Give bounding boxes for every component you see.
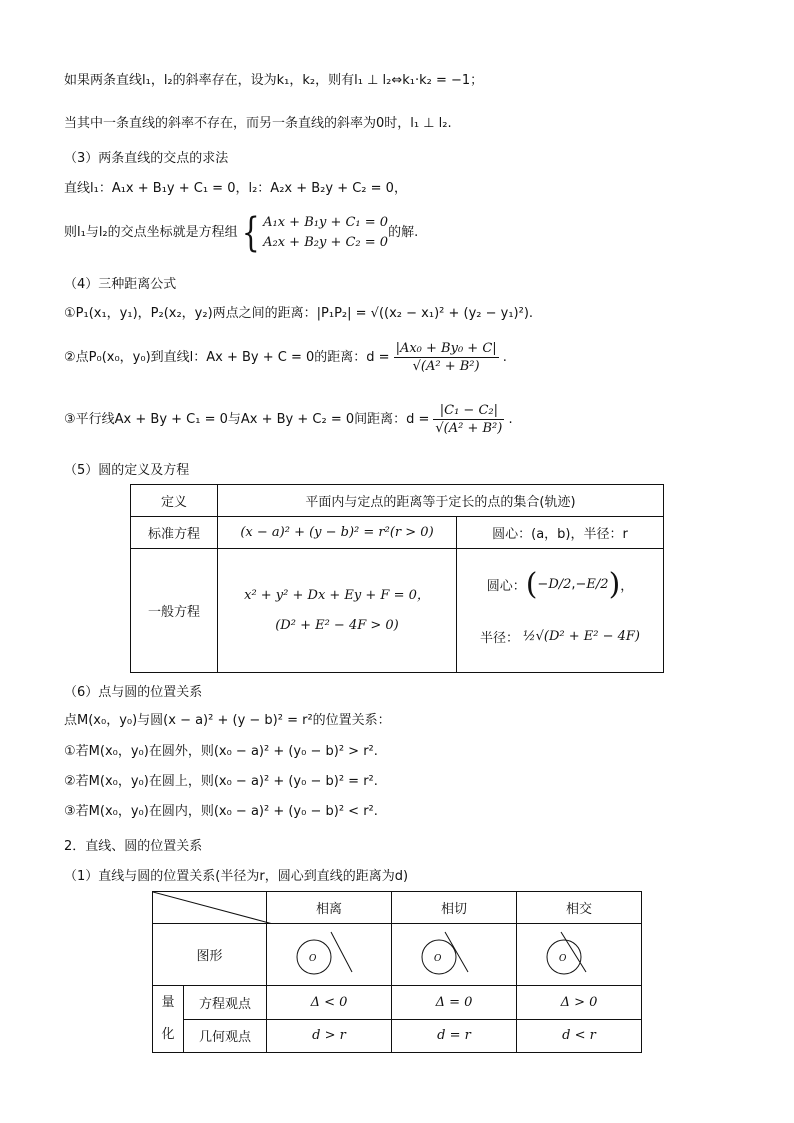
general-radius-value: ½√(D² + E² − 4F) bbox=[523, 629, 640, 644]
general-center-row: 圆心： ( −D/2 , −E/2 ) ， bbox=[486, 567, 634, 602]
row-equation-label: 方程观点 bbox=[184, 986, 267, 1020]
header-intersect: 相交 bbox=[517, 892, 642, 924]
center-y-value: −E/2 bbox=[575, 577, 609, 592]
line-perpendicular-slopes: 如果两条直线l₁，l₂的斜率存在，设为k₁，k₂，则有l₁ ⊥ l₂⇔k₁·k₂ = −1； bbox=[64, 73, 484, 88]
eq-intersect: Δ > 0 bbox=[517, 986, 642, 1020]
center-label-intersect: O bbox=[559, 953, 567, 964]
parallel-numerator: |C₁ − C₂| bbox=[433, 403, 504, 420]
parallel-fraction bbox=[433, 403, 504, 438]
system-eq-1: A₁x + B₁y + C₁ = 0 bbox=[263, 215, 389, 230]
header-separate: 相离 bbox=[267, 892, 392, 924]
circle-line-intersect-diagram bbox=[539, 926, 619, 980]
geo-separate: d > r bbox=[267, 1019, 392, 1053]
general-equation: x² + y² + Dx + Ey + F = 0， bbox=[244, 587, 430, 603]
system-intro: 则l₁与l₂的交点坐标就是方程组 bbox=[64, 225, 238, 240]
parallel-label: ③平行线Ax + By + C₁ = 0与Ax + By + C₂ = 0间距离：d = bbox=[64, 412, 430, 427]
general-center-label: 圆心： bbox=[486, 579, 526, 594]
brace-icon: { bbox=[241, 210, 260, 256]
cell-definition-label: 定义 bbox=[131, 485, 218, 517]
parallel-denominator: √(A² + B²) bbox=[435, 420, 503, 436]
geo-tangent: d = r bbox=[392, 1019, 517, 1053]
circle-equation-table bbox=[130, 484, 664, 673]
graph-separate bbox=[267, 924, 392, 986]
cell-standard-equation: (x − a)² + (y − b)² = r²(r > 0) bbox=[218, 517, 457, 549]
geo-intersect: d < r bbox=[517, 1019, 642, 1053]
cell-general-center bbox=[457, 549, 664, 673]
heading-circle-equation: （5）圆的定义及方程 bbox=[64, 463, 190, 478]
cell-standard-center: 圆心：(a，b)，半径：r bbox=[457, 517, 664, 549]
line-circle-relation-table bbox=[152, 891, 642, 1053]
graph-intersect bbox=[517, 924, 642, 986]
cell-general-label: 一般方程 bbox=[131, 549, 218, 673]
general-condition: (D² + E² − 4F > 0) bbox=[275, 617, 399, 633]
section-2-heading: 2．直线、圆的位置关系 bbox=[64, 839, 203, 854]
line-undefined-slope: 当其中一条直线的斜率不存在，而另一条直线的斜率为0时，l₁ ⊥ l₂. bbox=[64, 116, 452, 131]
formula-point-line: ②点P₀(x₀，y₀)到直线l：Ax + By + C = 0的距离：d = $\frac{\text{|Ax₀ + By₀ + C|}}{\text{√(A² + B²)}}$ . bbox=[64, 340, 507, 374]
point-outside: ①若M(x₀，y₀)在圆外，则(x₀ − a)² + (y₀ − b)² > r². bbox=[64, 744, 378, 759]
corner-header-cell bbox=[153, 892, 267, 924]
point-on: ②若M(x₀，y₀)在圆上，则(x₀ − a)² + (y₀ − b)² = r². bbox=[64, 774, 378, 789]
circle-line-separate-diagram bbox=[289, 926, 369, 980]
quantify-char-1: 量 bbox=[161, 995, 175, 1010]
line-system bbox=[64, 210, 418, 256]
heading-intersection: （3）两条直线的交点的求法 bbox=[64, 151, 229, 166]
section-2-1-heading: （1）直线与圆的位置关系(半径为r，圆心到直线的距离为d) bbox=[64, 869, 409, 884]
cell-definition-text: 平面内与定点的距离等于定长的点的集合(轨迹) bbox=[218, 485, 664, 517]
point-line-fraction bbox=[394, 341, 499, 376]
quantify-label bbox=[153, 986, 184, 1053]
row-graph-label: 图形 bbox=[153, 924, 267, 986]
formula-two-points: ①P₁(x₁，y₁)，P₂(x₂，y₂)两点之间的距离：|P₁P₂| = √((x₂ − x₁)² + (y₂ − y₁)²). bbox=[64, 306, 534, 321]
center-label-tangent: O bbox=[434, 953, 442, 964]
system-tail: 的解. bbox=[388, 225, 419, 240]
cell-standard-label: 标准方程 bbox=[131, 517, 218, 549]
point-circle-intro: 点M(x₀，y₀)与圆(x − a)² + (y − b)² = r²的位置关系： bbox=[64, 713, 391, 728]
center-y-fraction bbox=[576, 577, 609, 592]
diagonal-divider bbox=[153, 892, 273, 924]
row-geometry-label: 几何观点 bbox=[184, 1019, 267, 1053]
eq-separate: Δ < 0 bbox=[267, 986, 392, 1020]
center-label-separate: O bbox=[309, 953, 317, 964]
cell-general-equation bbox=[218, 549, 457, 673]
equation-system bbox=[263, 213, 388, 253]
header-tangent: 相切 bbox=[392, 892, 517, 924]
heading-distance: （4）三种距离公式 bbox=[64, 277, 177, 292]
general-radius-row bbox=[458, 611, 662, 663]
heading-point-circle: （6）点与圆的位置关系 bbox=[64, 685, 203, 700]
center-x-fraction bbox=[537, 577, 571, 592]
system-eq-2: A₂x + B₂y + C₂ = 0 bbox=[263, 235, 389, 250]
eq-tangent: Δ = 0 bbox=[392, 986, 517, 1020]
point-line-denominator: √(A² + B²) bbox=[412, 358, 480, 374]
graph-tangent bbox=[392, 924, 517, 986]
center-x-value: −D/2 bbox=[537, 577, 572, 592]
formula-parallel-lines: ③平行线Ax + By + C₁ = 0与Ax + By + C₂ = 0间距离：d = $\frac{\text{|C₁ − C₂|}}{\text{√(A² + B²)}}$ . bbox=[64, 402, 513, 436]
point-inside: ③若M(x₀，y₀)在圆内，则(x₀ − a)² + (y₀ − b)² < r². bbox=[64, 804, 378, 819]
point-line-label: ②点P₀(x₀，y₀)到直线l：Ax + By + C = 0的距离：d = bbox=[64, 350, 390, 365]
circle-line-tangent-diagram bbox=[414, 926, 494, 980]
quantify-char-2: 化 bbox=[161, 1027, 175, 1042]
point-line-numerator: |Ax₀ + By₀ + C| bbox=[395, 340, 497, 356]
general-radius-label: 半径： bbox=[480, 631, 520, 646]
line-two-lines: 直线l₁：A₁x + B₁y + C₁ = 0，l₂：A₂x + B₂y + C₂ = 0， bbox=[64, 181, 407, 196]
